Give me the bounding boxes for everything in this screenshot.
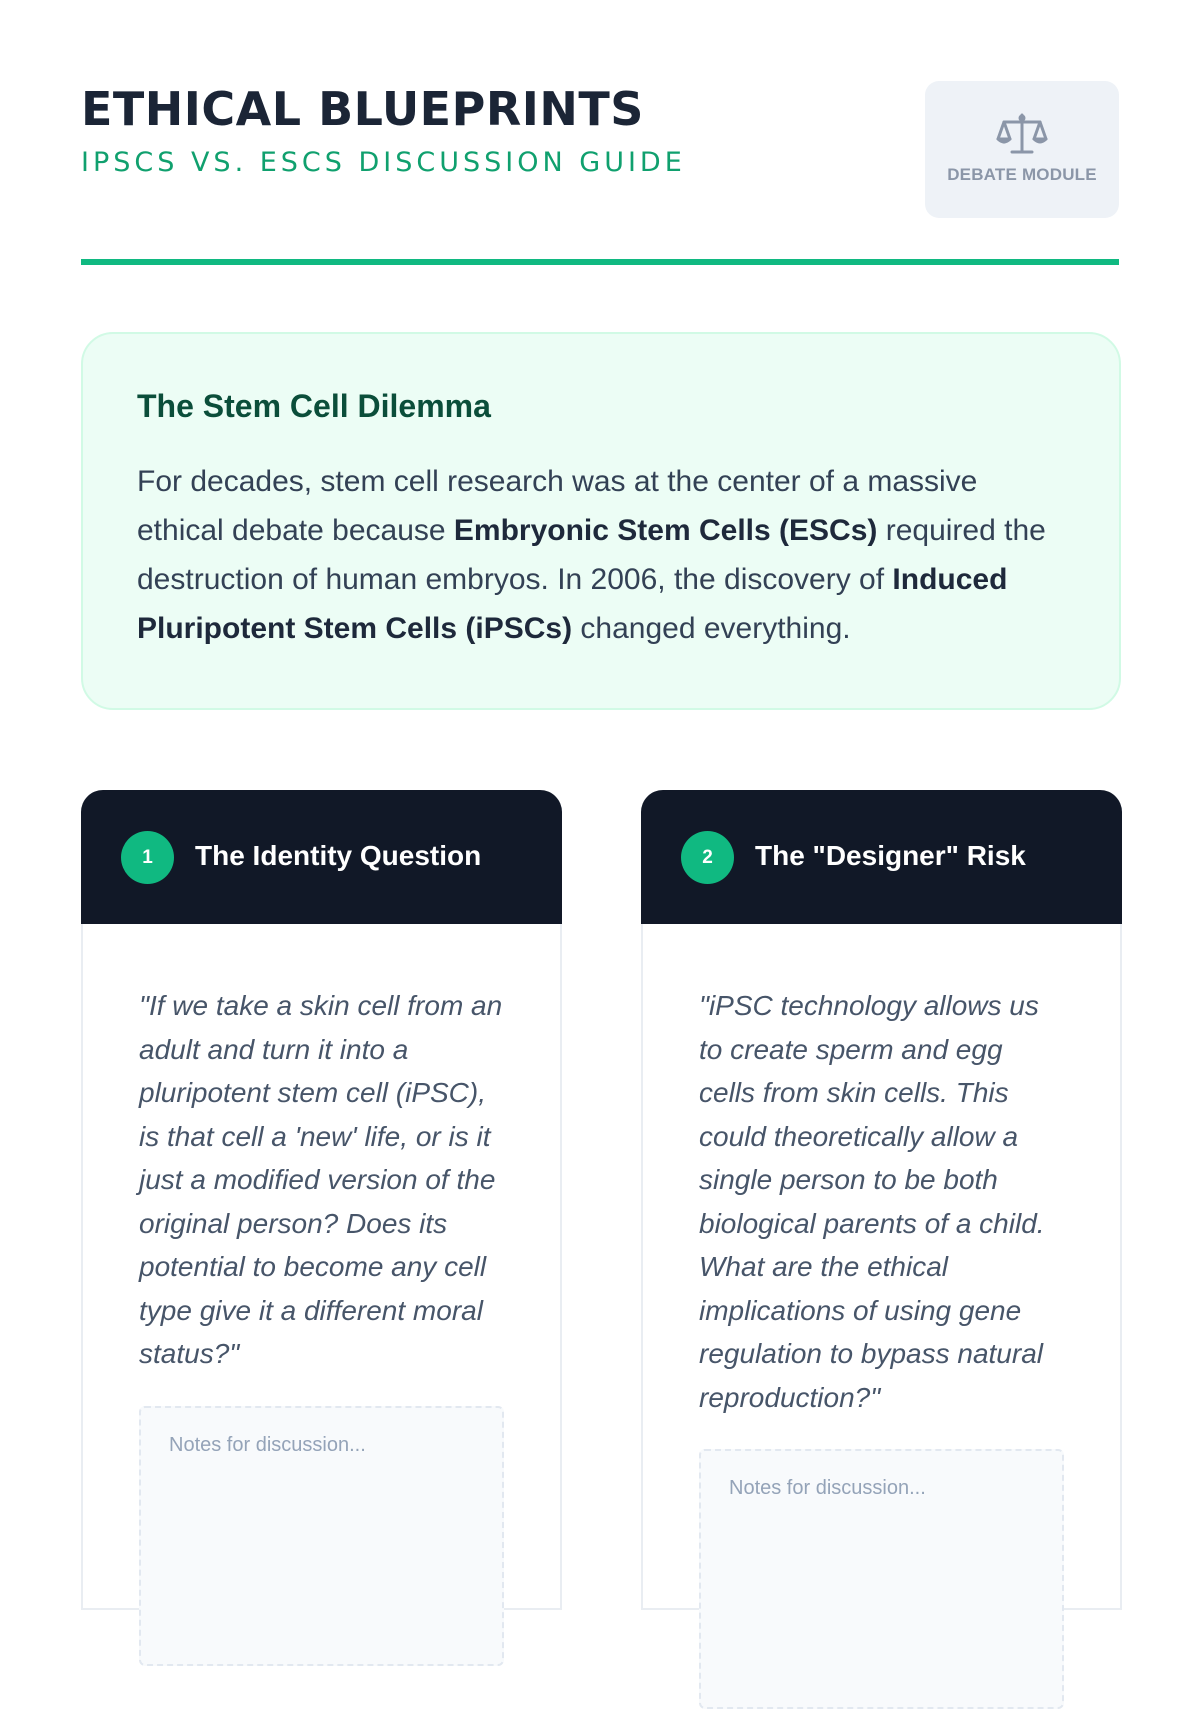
page-subtitle: IPSCS VS. ESCS DISCUSSION GUIDE <box>81 147 686 178</box>
scale-icon <box>996 111 1048 157</box>
header <box>81 0 1119 266</box>
card-header <box>641 790 1122 924</box>
card-number-badge: 2 <box>681 831 734 884</box>
card-number-badge: 1 <box>121 831 174 884</box>
card-header <box>81 790 562 924</box>
card-title: The Identity Question <box>195 840 482 871</box>
intro-text-2: required the destruction of human embryos. In 2006, the discovery of <box>137 514 1046 596</box>
intro-bold-ipsc: Induced Pluripotent Stem Cells (iPSCs) <box>137 563 1008 645</box>
card-title: The "Designer" Risk <box>755 840 1026 871</box>
discussion-card-identity <box>81 790 562 1610</box>
intro-box <box>81 332 1121 710</box>
badge-label: DEBATE MODULE <box>947 165 1097 184</box>
page-title: ETHICAL BLUEPRINTS <box>81 82 644 136</box>
card-quote: "If we take a skin cell from an adult and turn it into a pluripotent stem cell (iPSC), is that cell a 'new' life, or is it just a modified version of the original person? Does its potential to become any cell type give it a different moral status?" <box>139 990 503 1369</box>
intro-text-1: For decades, stem cell research was at the center of a massive ethical debate because <box>137 465 978 547</box>
discussion-card-designer <box>641 790 1122 1610</box>
notes-field[interactable]: Notes for discussion... <box>699 1449 1064 1709</box>
intro-text <box>137 457 1065 653</box>
notes-field[interactable]: Notes for discussion... <box>139 1406 504 1666</box>
header-divider <box>81 259 1119 265</box>
intro-text-3: changed everything. <box>572 612 851 645</box>
card-quote: "iPSC technology allows us to create sperm and egg cells from skin cells. This could theoretically allow a single person to be both biological parents of a child. What are the ethical implications of using gene regulation to bypass natural reproduction?" <box>699 990 1045 1413</box>
debate-module-badge <box>925 81 1119 218</box>
intro-bold-esc: Embryonic Stem Cells (ESCs) <box>453 514 878 547</box>
intro-heading: The Stem Cell Dilemma <box>137 388 491 424</box>
